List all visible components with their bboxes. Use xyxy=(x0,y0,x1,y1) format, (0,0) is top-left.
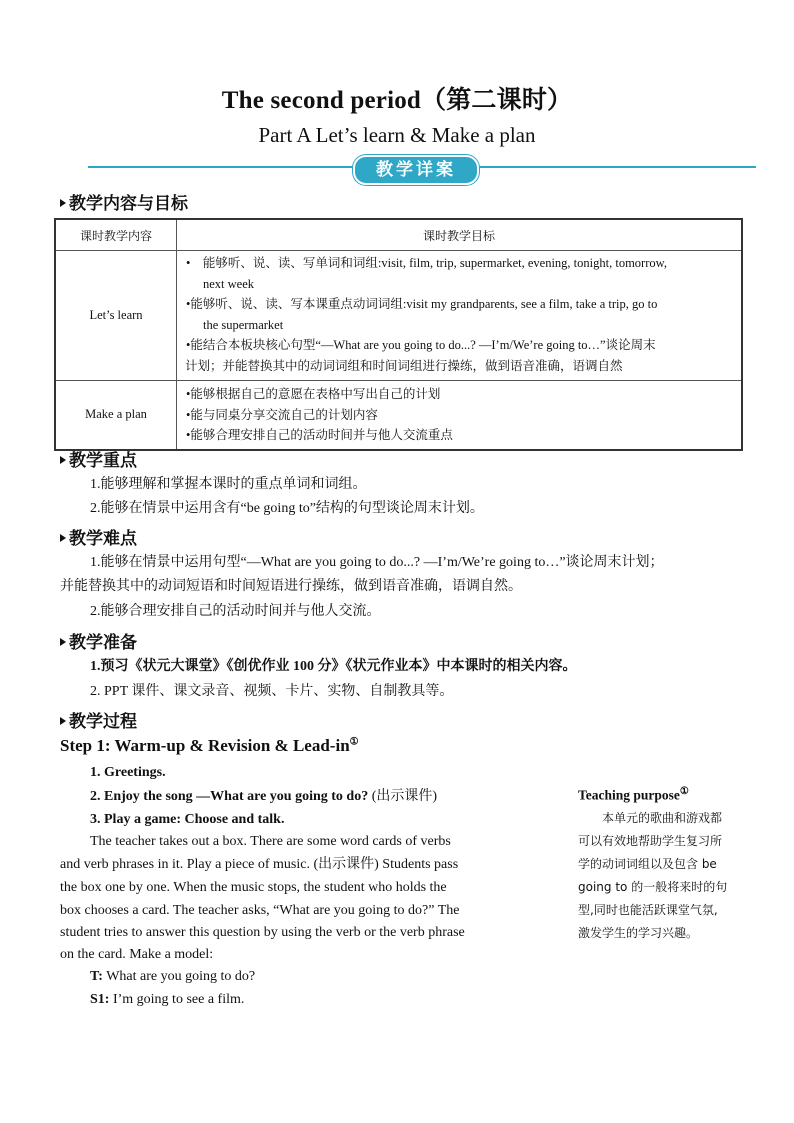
difficulties-heading-text: 教学难点 xyxy=(69,529,137,549)
teaching-purpose-line: going to 的一般将来时的句 xyxy=(578,879,728,894)
key-points-heading-text: 教学重点 xyxy=(69,451,137,471)
difficulty-item: 2.能够合理安排自己的活动时间并与他人交流。 xyxy=(90,604,381,619)
process-heading xyxy=(60,707,137,732)
speaker-label: T: xyxy=(90,969,103,984)
table-cell-content: Let’s learn xyxy=(55,251,177,381)
table-header-goals: 课时教学目标 xyxy=(177,219,743,251)
preparation-heading-text: 教学准备 xyxy=(69,633,137,653)
teaching-purpose-line: 可以有效地帮助学生复习所 xyxy=(578,833,723,848)
table-header-content: 课时教学内容 xyxy=(55,219,177,251)
paragraph-line: and verb phrases in it. Play a piece of music. (出示课件) Students pass xyxy=(60,857,459,872)
table-row xyxy=(55,381,742,450)
goal-line: • 能够听、说、读、写单词和词组:visit, film, trip, supermarket, evening, tonight, tomorrow, xyxy=(186,256,667,270)
triangle-bullet-icon xyxy=(60,638,66,646)
preparation-heading xyxy=(60,628,137,653)
dialogue-line xyxy=(60,966,530,989)
section-badge: 教学详案 xyxy=(353,155,479,185)
table-cell-content: Make a plan xyxy=(55,381,177,450)
goal-line: 计划；并能替换其中的动词词组和时间词组进行操练，做到语音准确，语调自然 xyxy=(185,358,623,373)
step-item: 3. Play a game: Choose and talk. xyxy=(90,812,285,827)
difficulty-item-continued: 并能替换其中的动词短语和时间短语进行操练，做到语音准确，语调自然。 xyxy=(60,579,522,594)
table-row xyxy=(55,251,742,381)
preparation-item: 2. PPT 课件、课文录音、视频、卡片、实物、自制教具等。 xyxy=(90,684,454,699)
table-cell-goals xyxy=(177,251,743,381)
paragraph-line: on the card. Make a model: xyxy=(60,947,214,962)
objectives-heading xyxy=(60,189,188,214)
goal-line: •能够根据自己的意愿在表格中写出自己的计划 xyxy=(186,387,441,401)
objectives-heading-text: 教学内容与目标 xyxy=(69,194,188,214)
dialogue-line xyxy=(60,989,530,1012)
step-heading xyxy=(60,736,359,756)
teaching-purpose-line: 本单元的歌曲和游戏都 xyxy=(578,810,723,825)
goal-line: •能结合本板块核心句型“—What are you going to do...? —I’m/We’re going to…”谈论周末 xyxy=(186,338,656,352)
key-points-heading xyxy=(60,446,137,471)
difficulty-item: 1.能够在情景中运用句型“—What are you going to do...? —I’m/We’re going to…”谈论周末计划； xyxy=(90,555,664,570)
goal-line: •能与同桌分享交流自己的计划内容 xyxy=(186,407,378,422)
goal-line: next week xyxy=(203,276,255,291)
triangle-bullet-icon xyxy=(60,456,66,464)
step-item xyxy=(60,786,530,809)
paragraph-line: the box one by one. When the music stops, the student who holds the xyxy=(60,880,447,895)
footnote-mark: ① xyxy=(679,786,689,797)
key-point-item: 1.能够理解和掌握本课时的重点单词和词组。 xyxy=(90,477,367,492)
triangle-bullet-icon xyxy=(60,534,66,542)
teaching-purpose-note xyxy=(578,780,750,945)
preparation-item: 1.预习《状元大课堂》《创优作业 100 分》《状元作业本》中本课时的相关内容。 xyxy=(90,659,577,674)
paragraph-line: The teacher takes out a box. There are some word cards of verbs xyxy=(90,834,451,849)
page-subtitle: Part A Let’s learn & Make a plan xyxy=(258,123,536,147)
process-heading-text: 教学过程 xyxy=(69,712,137,732)
paragraph-line: box chooses a card. The teacher asks, “What are you going to do?” The xyxy=(60,903,460,918)
goal-line: the supermarket xyxy=(203,317,284,332)
dialogue-text: I’m going to see a film. xyxy=(109,992,245,1007)
paragraph-line: student tries to answer this question by using the verb or the verb phrase xyxy=(60,925,465,940)
table-header-row xyxy=(55,219,742,251)
dialogue-text: What are you going to do? xyxy=(102,969,256,984)
goal-line: •能够合理安排自己的活动时间并与他人交流重点 xyxy=(186,428,453,442)
page-title: The second period（第二课时） xyxy=(221,87,573,114)
objectives-table xyxy=(54,218,743,451)
key-point-item: 2.能够在情景中运用含有“be going to”结构的句型谈论周末计划。 xyxy=(90,501,484,516)
step-item-note: (出示课件) xyxy=(368,789,438,804)
teaching-purpose-title xyxy=(578,780,750,807)
teaching-purpose-line: 学的动词词组以及包含 be xyxy=(578,856,717,871)
step-item: 1. Greetings. xyxy=(90,765,166,780)
step-item-text: 2. Enjoy the song —What are you going to do? xyxy=(90,789,369,804)
difficulties-heading xyxy=(60,524,137,549)
teaching-purpose-line: 型,同时也能活跃课堂气氛, xyxy=(578,902,718,917)
step-heading-text: Step 1: Warm-up & Revision & Lead-in xyxy=(60,736,350,755)
teaching-purpose-line: 激发学生的学习兴趣。 xyxy=(578,925,699,940)
triangle-bullet-icon xyxy=(60,199,66,207)
goal-line: •能够听、说、读、写本课重点动词词组:visit my grandparents, see a film, take a trip, go to xyxy=(186,297,658,311)
teaching-purpose-title-text: Teaching purpose xyxy=(578,787,680,803)
table-cell-goals xyxy=(177,381,743,450)
footnote-mark: ① xyxy=(349,736,359,748)
triangle-bullet-icon xyxy=(60,717,66,725)
speaker-label: S1: xyxy=(90,992,110,1007)
